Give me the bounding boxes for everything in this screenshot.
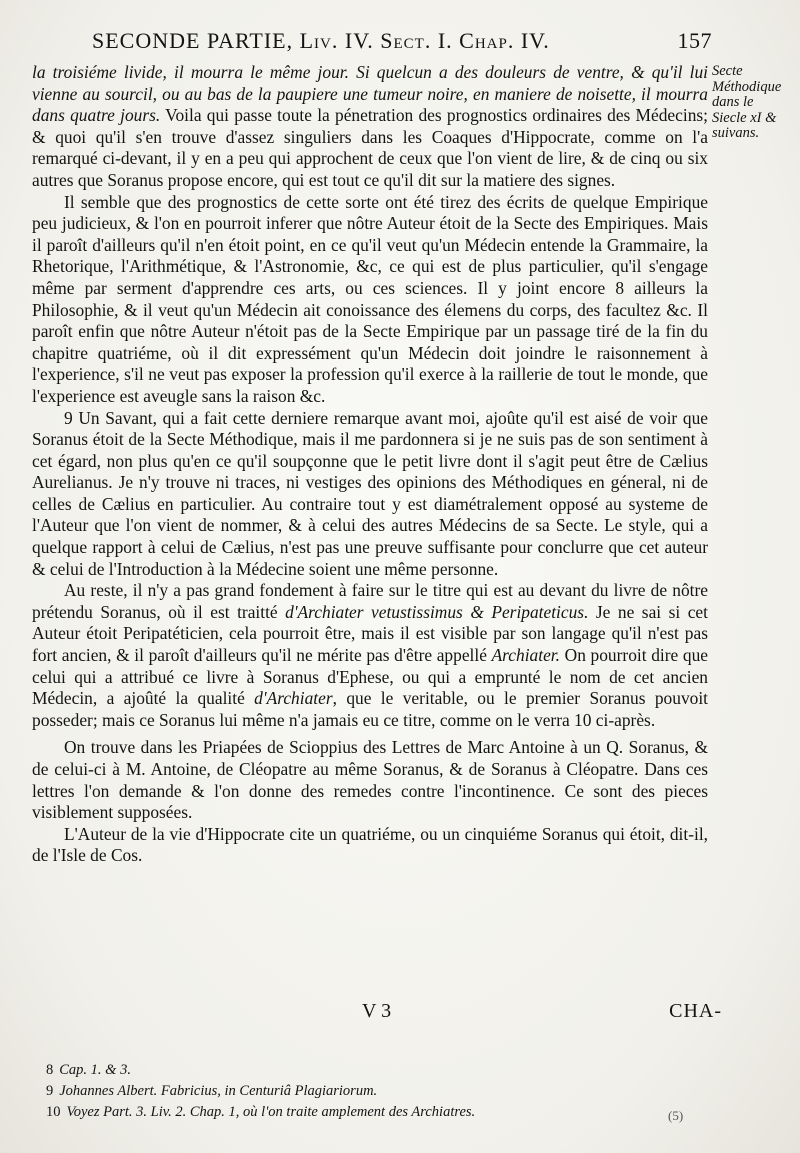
footnotes [46,1060,736,1123]
prognostic-quote-1: la troisiéme livide, il mourra le même jour. [32,62,349,82]
paragraph-6 [32,824,708,867]
catchword: CHA- [669,1000,722,1022]
footnote-number: 9 [46,1083,54,1099]
title-quote: d'Archiater vetustissimus & Peripateticus. [285,601,589,622]
edge-mark: (5) [668,1108,684,1123]
paragraph-3 [32,408,708,581]
paragraph-4-text-c: On pourroit dire que celui qui a attribué ce livre à Soranus d'Ephese, ou qui a emprunté le nom de cet ancien Médecin, a ajoûté la qualité [32,645,708,709]
paragraph-6-text: L'Auteur de la vie d'Hippocrate cite un quatriéme, ou un cinquiéme Soranus qui étoit, dit-il, de l'Isle de Cos. [32,823,708,866]
paragraph-5 [32,737,708,823]
archiater-term-2: d'Archiater [254,688,333,709]
archiater-term: Archiater. [491,645,560,666]
footnote-text: Johannes Albert. Fabricius, in Centuriâ Plagiariorum. [59,1083,378,1099]
signature-mark: V 3 [362,1000,392,1022]
paragraph-4-text-a: Au reste, il n'y a pas grand fondement à faire sur le titre qui est au devant du livre de nôtre prétendu Soranus, où il est traitté [32,580,708,622]
paragraph-1 [32,62,708,192]
footnote-8 [46,1060,736,1081]
page-number: 157 [677,28,712,53]
margin-note: Secte Méthodique dans le Siecle xI & suivans. [712,63,782,141]
paragraph-4 [32,580,708,731]
footnote-9 [46,1081,736,1102]
paragraph-2 [32,192,708,408]
paragraph-3-text: 9 Un Savant, qui a fait cette derniere remarque avant moi, ajoûte qu'il est aisé de voir que Soranus étoit de la Secte Méthodique, mais il me pardonnera si je ne suis pas de son sentiment à cet égard, non plus qu'en ce qu'il soupçonne que le petit livre dont il s'agit peut être de Cælius Aurelianus. Je n'y trouve ni traces, ni vestiges des opinions des Méthodiques en géneral, ni de celles de Cælius en particulier. Au contraire tout y est diamétralement opposé au systeme de l'Auteur que l'on vient de nommer, & à celui des autres Médecins de sa Secte. Le style, qui a quelque rapport à celui de Cælius, n'est pas une preuve suffisante pour conclurre que cet auteur & celui de l'Introduction à la Médecine soient une même personne. [32,407,708,579]
paragraph-1-text: Voila qui passe toute la pénetration des prognostics ordinaires des Médecins; & quoi qu'il s'en trouve d'assez singuliers dans les Coaques d'Hippocrate, comme on l'a remarqué ci-devant, il y en a peu qui approchent de ceux que l'on vient de lire, & de cinq ou six autres que Soranus propose encore, qui est tout ce qu'il dit sur la matiere des signes. [32,105,708,190]
paragraph-5-text: On trouve dans les Priapées de Scioppius des Lettres de Marc Antoine à un Q. Soranus, & de celui-ci à M. Antoine, de Cléopatre au même Soranus, & de Soranus à Cléopatre. Dans ces lettres l'on demande & l'on donne des remedes contre l'incontinence. Ce sont des pieces visiblement supposées. [32,737,708,823]
prognostic-quote-3: & qu'il lui vienne au sourcil, ou au bas de la paupiere une tumeur noire, en maniere de noisette, il mourra dans quatre jours. [32,62,709,126]
footnote-text: Cap. 1. & 3. [59,1062,131,1078]
paragraph-4-text-d: , que le veritable, ou le premier Soranus pouvoit posseder; mais ce Soranus lui même n'a jamais eu ce titre, comme on le verra 10 ci-après. [32,688,708,730]
footnote-10 [46,1102,736,1123]
paragraph-4-text-b: Je ne sai si cet Auteur étoit Peripatéticien, cela pourroit être, mais il est visible par son langage qu'il n'est pas fort ancien, & il paroît d'ailleurs qu'il ne mérite pas d'être appellé [32,601,708,666]
footnote-text: Voyez Part. 3. Liv. 2. Chap. 1, où l'on traite amplement des Archiatres. [66,1104,476,1120]
footnote-number: 8 [46,1062,54,1078]
prognostic-quote-2: Si quelcun a des douleurs de ventre, [348,62,632,82]
body-text [32,62,708,867]
footnote-number: 10 [46,1104,61,1120]
signature-line [32,1000,722,1026]
paragraph-2-text: Il semble que des prognostics de cette sorte ont été tirez des écrits de quelque Empirique peu judicieux, & l'on en pourroit inferer que nôtre Auteur étoit de la Secte des Empiriques. Mais il paroît d'ailleurs qu'il n'en étoit point, en ce qu'il veut qu'un Médecin entende la Grammaire, la Rhetorique, l'Arithmétique, & l'Astronomie, &c, ce qui est de plus particulier, qu'il s'engage même par serment d'apprendre ces arts, ou ces sciences. Il y joint encore 8 ailleurs la Philosophie, & il veut qu'un Médecin ait conoissance des élemens du corps, des facultez &c. Il paroît enfin que nôtre Auteur n'étoit pas de la Secte Empirique par un passage tiré de la fin du chapitre quatriéme, où il dit expressément qu'un Médecin doit joindre le raisonnement à l'experience, s'il ne veut pas exposer la profession qu'il exerce à la raillerie de tout le monde, que l'experience est aveugle sans la raison &c. [32,191,708,406]
running-head [92,28,712,64]
running-title: SECONDE PARTIE, Liv. IV. Sect. I. Chap. IV. [92,28,550,53]
